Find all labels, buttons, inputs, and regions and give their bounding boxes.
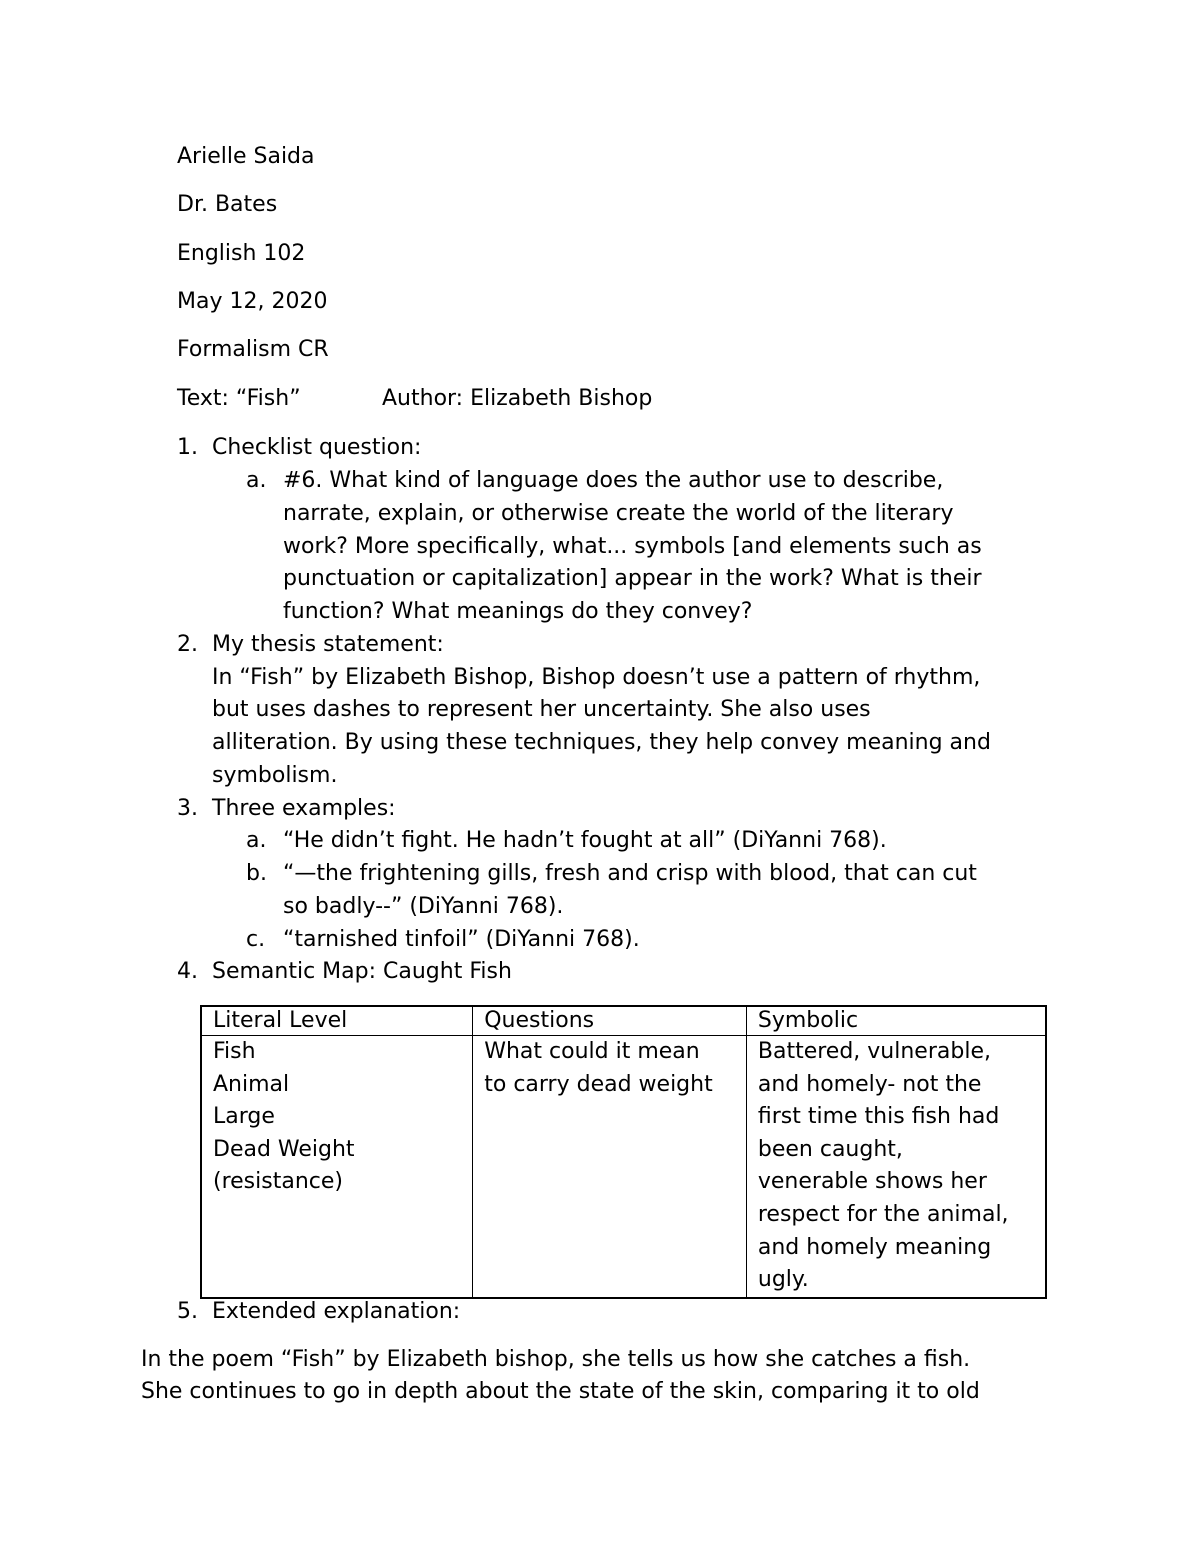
header-questions: Questions: [473, 1006, 747, 1036]
checklist-question-label: Checklist question:: [212, 435, 422, 460]
literal-item: Dead Weight: [213, 1136, 355, 1162]
symbolic-line: first time this fish had: [757, 1104, 1000, 1130]
item-number-3: 3.: [177, 796, 198, 821]
student-name: Arielle Saida: [177, 144, 315, 169]
symbolic-line: venerable shows her: [757, 1169, 987, 1195]
literal-cell: [201, 1036, 473, 1298]
item-number-2: 2.: [177, 632, 198, 657]
example-b-line: “—the frightening gills, fresh and crisp with blood, that can cut: [283, 861, 977, 886]
sub-letter-a: a.: [246, 828, 267, 853]
table-row: [201, 1036, 1046, 1298]
checklist-line: narrate, explain, or otherwise create the world of the literary: [283, 501, 954, 526]
example-a: “He didn’t fight. He hadn’t fought at all” (DiYanni 768).: [283, 828, 887, 853]
question-line: What could it mean: [484, 1039, 700, 1064]
example-c: “tarnished tinfoil” (DiYanni 768).: [283, 927, 640, 952]
thesis-label: My thesis statement:: [212, 632, 444, 657]
symbolic-line: and homely- not the: [757, 1071, 982, 1097]
date: May 12, 2020: [177, 289, 328, 314]
thesis-line: In “Fish” by Elizabeth Bishop, Bishop doesn’t use a pattern of rhythm,: [212, 665, 981, 690]
thesis-line: alliteration. By using these techniques, they help convey meaning and: [212, 730, 991, 755]
semantic-map-label: Semantic Map: Caught Fish: [212, 959, 512, 984]
checklist-line: work? More specifically, what... symbols [and elements such as: [283, 534, 982, 559]
example-b-line: so badly--” (DiYanni 768).: [283, 894, 564, 919]
explanation-line: She continues to go in depth about the state of the skin, comparing it to old: [141, 1379, 980, 1404]
symbolic-line: been caught,: [757, 1136, 903, 1162]
table-header-row: [201, 1006, 1046, 1036]
symbolic-line: respect for the animal,: [757, 1201, 1009, 1227]
checklist-line: punctuation or capitalization] appear in the work? What is their: [283, 566, 982, 591]
questions-cell: [473, 1036, 747, 1298]
checklist-line: function? What meanings do they convey?: [283, 599, 753, 624]
symbolic-line: and homely meaning: [757, 1234, 992, 1260]
semantic-map-table: [200, 1005, 1047, 1299]
assignment-title: Formalism CR: [177, 337, 329, 362]
item-number-5: 5.: [177, 1299, 198, 1324]
examples-label: Three examples:: [212, 796, 396, 821]
symbolic-line: ugly.: [757, 1267, 809, 1293]
text-label: Text: “Fish”: [177, 386, 301, 411]
extended-explanation-label: Extended explanation:: [212, 1299, 461, 1324]
thesis-line: symbolism.: [212, 763, 338, 788]
symbolic-line: Battered, vulnerable,: [757, 1039, 991, 1064]
course-name: English 102: [177, 241, 306, 266]
symbolic-cell: [746, 1036, 1046, 1298]
literal-item: Animal: [213, 1071, 290, 1097]
literal-item: (resistance): [213, 1169, 343, 1195]
sub-letter-b: b.: [246, 861, 267, 886]
thesis-line: but uses dashes to represent her uncertainty. She also uses: [212, 697, 871, 722]
literal-item: Large: [213, 1104, 275, 1130]
literal-item: Fish: [213, 1039, 256, 1064]
item-number-1: 1.: [177, 435, 198, 460]
header-symbolic: Symbolic: [746, 1006, 1046, 1036]
header-literal-level: Literal Level: [201, 1006, 473, 1036]
author-label: Author: Elizabeth Bishop: [382, 386, 653, 411]
checklist-line: #6. What kind of language does the author use to describe,: [283, 468, 944, 493]
question-line: to carry dead weight: [484, 1071, 713, 1097]
sub-letter-c: c.: [246, 927, 266, 952]
instructor-name: Dr. Bates: [177, 192, 278, 217]
explanation-line: In the poem “Fish” by Elizabeth bishop, she tells us how she catches a fish.: [141, 1347, 971, 1372]
sub-letter-a: a.: [246, 468, 267, 493]
item-number-4: 4.: [177, 959, 198, 984]
